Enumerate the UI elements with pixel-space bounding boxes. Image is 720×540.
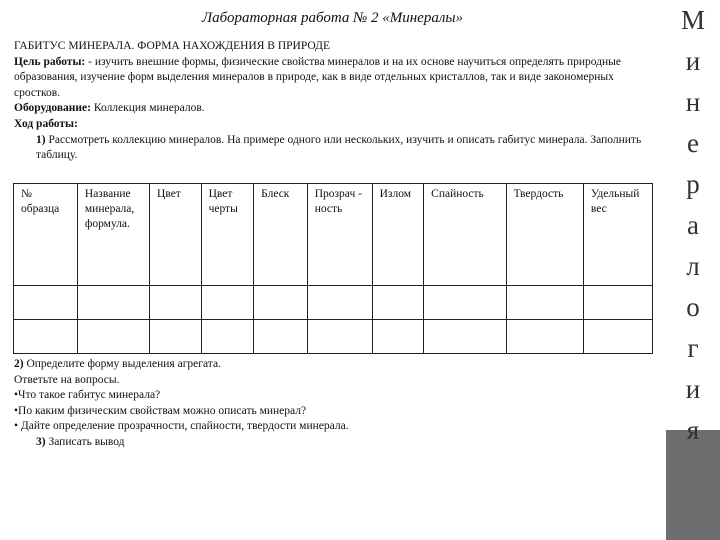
table-cell[interactable] [14, 286, 78, 320]
page-title: Лабораторная работа № 2 «Минералы» [201, 10, 464, 26]
sidebar-letter: М [680, 5, 705, 35]
column-header-streak-color: Цвет черты [201, 184, 254, 286]
table-row [14, 286, 653, 320]
table-cell[interactable] [150, 320, 202, 354]
question-3: • Дайте определение прозрачности, спайности, твердости минерала. [14, 420, 349, 433]
equipment-text: Коллекция минералов. [91, 102, 205, 115]
goal-text: - изучить внешние формы, физические свойства минералов и на их основе научиться определять природные образования, изучение форм выделения минералов в природе, как в виде отдельных кристаллов, так и виде закономерных сростков. [14, 55, 622, 99]
column-header-color: Цвет [150, 184, 202, 286]
goal-label: Цель работы: [14, 55, 86, 68]
table-cell[interactable] [307, 286, 372, 320]
column-header-luster: Блеск [254, 184, 308, 286]
procedure-label: Ход работы: [14, 117, 78, 130]
column-header-cleavage: Спайность [424, 184, 506, 286]
column-header-hardness: Твердость [506, 184, 583, 286]
sidebar-letter: р [686, 169, 700, 199]
document-body [14, 39, 654, 164]
step-3-text: Записать вывод [45, 435, 125, 448]
answer-prompt: Ответьте на вопросы. [14, 373, 120, 386]
minerals-table [13, 183, 653, 354]
table-cell[interactable] [254, 320, 308, 354]
equipment-label: Оборудование: [14, 102, 91, 115]
column-header-transparency: Прозрач - ность [307, 184, 372, 286]
questions-section [14, 357, 654, 451]
table-cell[interactable] [201, 320, 254, 354]
sidebar-letter: н [685, 87, 701, 117]
table-cell[interactable] [14, 320, 78, 354]
question-1: •Что такое габитус минерала? [14, 389, 161, 402]
column-header-sample-number: № образца [14, 184, 78, 286]
table-header-row [14, 184, 653, 286]
column-header-mineral-name: Название минерала, формула. [77, 184, 149, 286]
goal-paragraph [14, 55, 654, 102]
sidebar-letter: е [687, 128, 699, 158]
sidebar-letter: л [686, 251, 700, 281]
sidebar-vertical-title [666, 0, 720, 451]
table-cell[interactable] [77, 320, 149, 354]
step-1-number: 1) [36, 133, 46, 146]
sidebar [666, 0, 720, 540]
table-cell[interactable] [254, 286, 308, 320]
heading: ГАБИТУС МИНЕРАЛА. ФОРМА НАХОЖДЕНИЯ В ПРИРОДЕ [14, 40, 330, 52]
table-cell[interactable] [424, 320, 506, 354]
sidebar-letter: и [685, 374, 701, 404]
table-row [14, 320, 653, 354]
column-header-specific-gravity: Удельный вес [583, 184, 652, 286]
table-cell[interactable] [201, 286, 254, 320]
table-cell[interactable] [583, 320, 652, 354]
table-cell[interactable] [506, 320, 583, 354]
step-2-number: 2) [14, 358, 24, 370]
equipment-paragraph [14, 101, 654, 117]
table-cell[interactable] [372, 320, 424, 354]
table-cell[interactable] [506, 286, 583, 320]
step-3 [14, 435, 654, 451]
question-2: •По каким физическим свойствам можно описать минерал? [14, 404, 307, 417]
table-cell[interactable] [77, 286, 149, 320]
table-cell[interactable] [372, 286, 424, 320]
step-2 [14, 357, 654, 373]
column-header-fracture: Излом [372, 184, 424, 286]
step-1 [14, 133, 654, 164]
step-3-number: 3) [36, 435, 46, 448]
table-cell[interactable] [150, 286, 202, 320]
sidebar-letter: а [687, 210, 699, 240]
sidebar-letter: я [686, 415, 700, 445]
sidebar-letter: г [687, 333, 699, 363]
table-cell[interactable] [583, 286, 652, 320]
sidebar-letter: о [686, 292, 700, 322]
table-cell[interactable] [307, 320, 372, 354]
step-1-text: Рассмотреть коллекцию минералов. На примере одного или нескольких, изучить и описать габитус минерала. Заполнить таблицу. [36, 133, 642, 162]
table-cell[interactable] [424, 286, 506, 320]
sidebar-letter: и [685, 46, 701, 76]
step-2-text: Определите форму выделения агрегата. [23, 358, 221, 370]
